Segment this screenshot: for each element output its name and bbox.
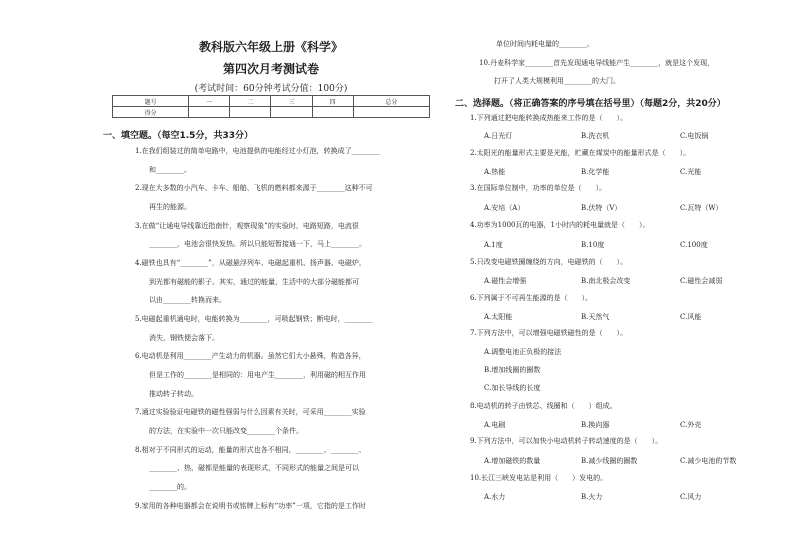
- page-title: 教科版六年级上册《科学》: [198, 40, 343, 54]
- mc-option: C.100度: [680, 241, 708, 249]
- question-line: 消失，钢铁便会落下。: [149, 334, 219, 342]
- mc-option: A.热能: [484, 168, 506, 176]
- mc-option: C.风能: [680, 313, 702, 321]
- score-input-cell[interactable]: [312, 107, 353, 118]
- mc-option: B.增加线圈的圈数: [484, 366, 541, 374]
- mc-option: C.风力: [680, 493, 702, 501]
- mc-option: C.光能: [680, 168, 702, 176]
- mc-question: 3.在国际单位制中，功率的单位是（ ）。: [470, 184, 607, 192]
- score-input-cell[interactable]: [271, 107, 312, 118]
- exam-info: (考试时间：60分钟考试分值：100分): [194, 84, 348, 94]
- question-line: 10.丹麦科学家________首先发现通电导线能产生________，就是这个发现，: [479, 59, 715, 67]
- score-cell: 得分: [113, 107, 189, 118]
- question-line: 以由________转换而来。: [149, 296, 226, 304]
- page-subtitle: 第四次月考测试卷: [222, 62, 319, 76]
- question-line: 和________。: [149, 166, 191, 174]
- mc-option: B.换向器: [581, 421, 610, 429]
- score-cell: 二: [230, 96, 271, 107]
- question-line: 但是工作的________是相同的：用电产生________，利用磁的相互作用: [149, 371, 366, 379]
- question-line: ________的。: [149, 483, 191, 491]
- question-line: 5.电磁起重机通电时，电能转换为________，可吸起钢铁；断电时，________: [135, 315, 373, 323]
- mc-option: A.1度: [484, 241, 503, 249]
- question-line: 推动转子转动。: [149, 390, 198, 398]
- mc-option: C.电饭锅: [680, 132, 709, 140]
- mc-option: C.瓦特（W）: [680, 204, 723, 212]
- question-line: 4.磁铁也具有“________”，从磁悬浮列车、电磁起重机、扬声器、电磁炉，: [135, 259, 366, 267]
- score-table: [112, 95, 430, 118]
- question-line: ________，电池会很快发热。所以只能短暂接通一下，马上________。: [149, 240, 366, 248]
- score-input-cell[interactable]: [189, 107, 230, 118]
- mc-option: B.减少线圈的圈数: [581, 457, 638, 465]
- mc-option: B.10度: [581, 241, 605, 249]
- section2-heading: 二、选择题。（将正确答案的序号填在括号里）（每题2分，共20分）: [455, 99, 726, 109]
- mc-option: A.太阳能: [484, 313, 513, 321]
- mc-question: 5.只改变电磁铁圈缠绕的方向，电磁铁的（ ）。: [470, 258, 628, 266]
- score-input-cell[interactable]: [230, 107, 271, 118]
- question-line: ________、热、磁都是能量的表现形式，不同形式的能量之间是可以: [149, 464, 359, 472]
- mc-option: A.调整电池正负极的接法: [484, 348, 562, 356]
- score-table-row: [113, 107, 430, 118]
- question-line: 9.家用的各种电器都会在说明书或铭牌上标有“功率”一项，它指的是工作时: [135, 502, 366, 510]
- question-line: 7.通过实验验证电磁铁的磁性强弱与什么因素有关时，可采用________实验: [135, 408, 366, 416]
- mc-option: C.加长导线的长度: [484, 384, 541, 392]
- mc-question: 6.下列属于不可再生能源的是（ ）。: [470, 294, 593, 302]
- mc-option: B.天然气: [581, 313, 610, 321]
- mc-option: A.电刷: [484, 421, 506, 429]
- score-cell: 四: [312, 96, 353, 107]
- mc-option: B.洗衣机: [581, 132, 610, 140]
- mc-question: 7.下列方法中，可以增强电磁铁磁性的是（ ）。: [470, 329, 628, 337]
- mc-option: B.化学能: [581, 168, 610, 176]
- mc-question: 2.太阳光的能量形式主要是光能，贮藏在煤炭中的能量形式是（ ）。: [470, 149, 691, 157]
- mc-option: A.水力: [484, 493, 506, 501]
- question-line: 2.现在大多数的小汽车、卡车、船舶、飞机的燃料都来源于________这种不可: [135, 184, 373, 192]
- mc-option: C.外壳: [680, 421, 702, 429]
- mc-question: 10.长江三峡发电站是利用（ ）发电的。: [470, 474, 608, 482]
- mc-question: 4.功率为1000瓦的电器，1小时内的耗电量就是（ ）。: [470, 221, 650, 229]
- mc-question: 1.下列通过把电能转换成热能来工作的是（ ）。: [470, 114, 628, 122]
- score-cell: 一: [189, 96, 230, 107]
- question-line: 再生的能源。: [149, 203, 191, 211]
- score-input-cell[interactable]: [353, 107, 429, 118]
- section1-heading: 一、填空题。（每空1.5分，共33分）: [103, 131, 253, 141]
- mc-option: B.南北极会改变: [581, 277, 631, 285]
- mc-option: A.磁性会增强: [484, 277, 527, 285]
- mc-option: B.伏特（V）: [581, 204, 622, 212]
- question-line: 的方法，在实验中一次只能改变________个条件。: [149, 427, 303, 435]
- score-cell: 题号: [113, 96, 189, 107]
- question-line: 3.在做“让通电导线靠近指南针，观察现象”的实验时，电路短路，电流很: [135, 222, 359, 230]
- mc-option: C.减少电池的节数: [680, 457, 737, 465]
- score-table-row: [113, 96, 430, 107]
- question-line: 到光都有磁能的影子。其实，通过的能量，生活中的大部分磁能都可: [149, 278, 359, 286]
- mc-option: C.磁性会减弱: [680, 277, 723, 285]
- score-cell: 三: [271, 96, 312, 107]
- mc-option: A.增加磁铁的数量: [484, 457, 541, 465]
- question-line: 6.电动机是利用________产生动力的机器。虽然它们大小悬殊，构造各异，: [135, 352, 366, 360]
- question-line: 8.相对于不同形式的运动，能量的形式也各不相同，________、________、: [135, 446, 366, 454]
- score-cell: 总分: [353, 96, 429, 107]
- mc-question: 9.下列方法中，可以加快小电动机转子转动速度的是（ ）。: [470, 437, 663, 445]
- mc-option: A.安培（A）: [484, 204, 525, 212]
- mc-option: B.火力: [581, 493, 603, 501]
- question-line: 1.在我们组装过的简单电路中，电池提供的电能经过小灯泡，转换成了________: [135, 147, 380, 155]
- question-line: 打开了人类大规模利用________的大门。: [494, 77, 620, 85]
- mc-question: 8.电动机的转子由铁芯、线圈和（ ）组成。: [470, 402, 617, 410]
- question-line: 单位时间内耗电量的________。: [496, 40, 594, 48]
- mc-option: A.日光灯: [484, 132, 513, 140]
